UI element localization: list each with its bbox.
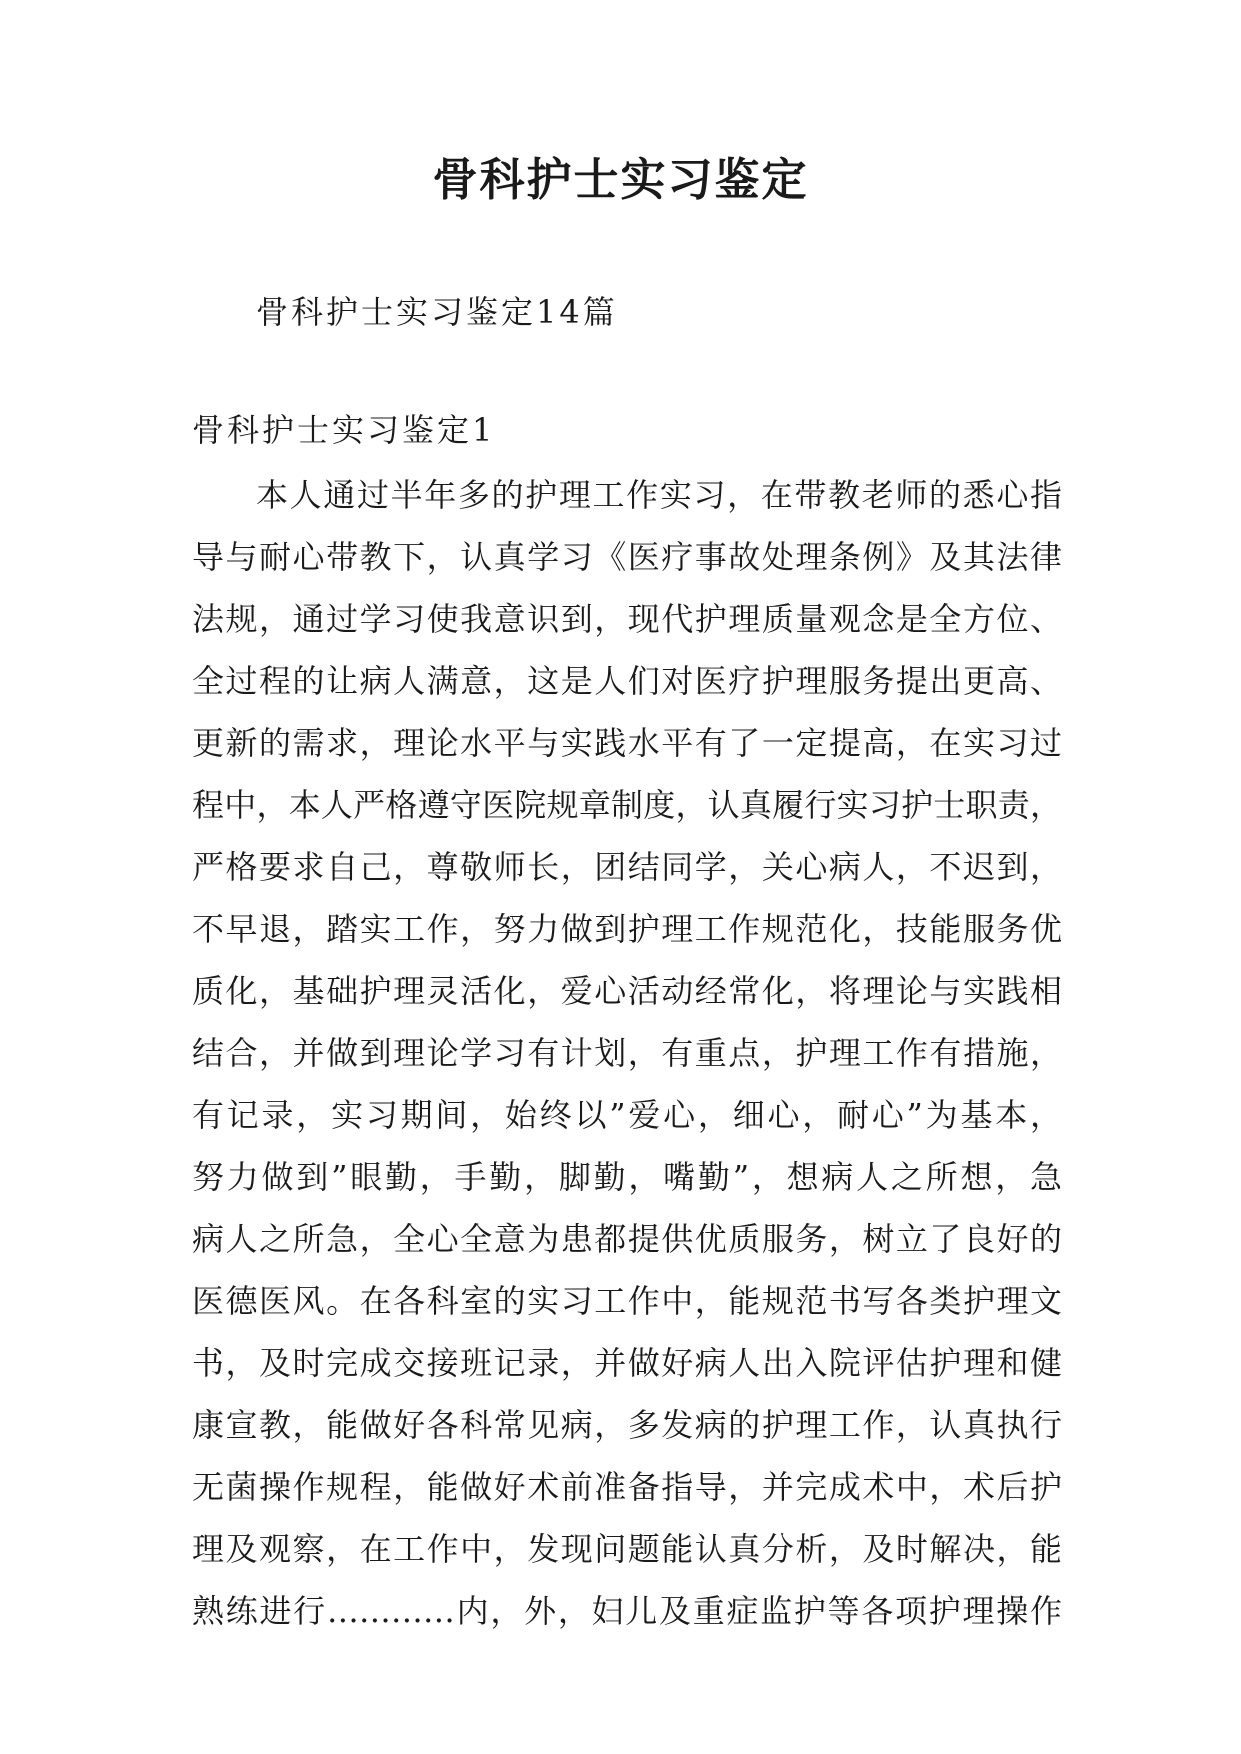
body-line: 程中，本人严格遵守医院规章制度，认真履行实习护士职责，	[192, 786, 1062, 824]
body-line: 导与耐心带教下，认真学习《医疗事故处理条例》及其法律	[192, 538, 1062, 576]
body-line: 努力做到”眼勤，手勤，脚勤，嘴勤”，想病人之所想，急	[192, 1158, 1062, 1196]
body-line: 书，及时完成交接班记录，并做好病人出入院评估护理和健	[192, 1344, 1062, 1382]
body-line: 法规，通过学习使我意识到，现代护理质量观念是全方位、	[192, 600, 1062, 638]
body-line: 结合，并做到理论学习有计划，有重点，护理工作有措施，	[192, 1034, 1062, 1072]
body-line: 无菌操作规程，能做好术前准备指导，并完成术中，术后护	[192, 1468, 1062, 1506]
body-line: 更新的需求，理论水平与实践水平有了一定提高，在实习过	[192, 724, 1062, 762]
body-line: 有记录，实习期间，始终以”爱心，细心，耐心”为基本，	[192, 1096, 1062, 1134]
body-line: 不早退，踏实工作，努力做到护理工作规范化，技能服务优	[192, 910, 1062, 948]
body-line: 熟练进行…………内，外，妇儿及重症监护等各项护理操作	[192, 1592, 1062, 1630]
document-title: 骨科护士实习鉴定	[432, 153, 809, 206]
body-line: 医德医风。在各科室的实习工作中，能规范书写各类护理文	[192, 1282, 1062, 1320]
body-line: 严格要求自己，尊敬师长，团结同学，关心病人，不迟到，	[192, 848, 1062, 886]
body-line: 质化，基础护理灵活化，爱心活动经常化，将理论与实践相	[192, 972, 1062, 1010]
body-paragraph	[192, 464, 1062, 1642]
body-line: 病人之所急，全心全意为患都提供优质服务，树立了良好的	[192, 1220, 1062, 1258]
document-subtitle: 骨科护士实习鉴定14篇	[256, 293, 618, 331]
body-line: 本人通过半年多的护理工作实习，在带教老师的悉心指	[256, 476, 1062, 514]
section-heading: 骨科护士实习鉴定1	[192, 411, 496, 449]
body-line: 康宣教，能做好各科常见病，多发病的护理工作，认真执行	[192, 1406, 1062, 1444]
body-line: 理及观察，在工作中，发现问题能认真分析，及时解决，能	[192, 1530, 1062, 1568]
body-line: 全过程的让病人满意，这是人们对医疗护理服务提出更高、	[192, 662, 1062, 700]
